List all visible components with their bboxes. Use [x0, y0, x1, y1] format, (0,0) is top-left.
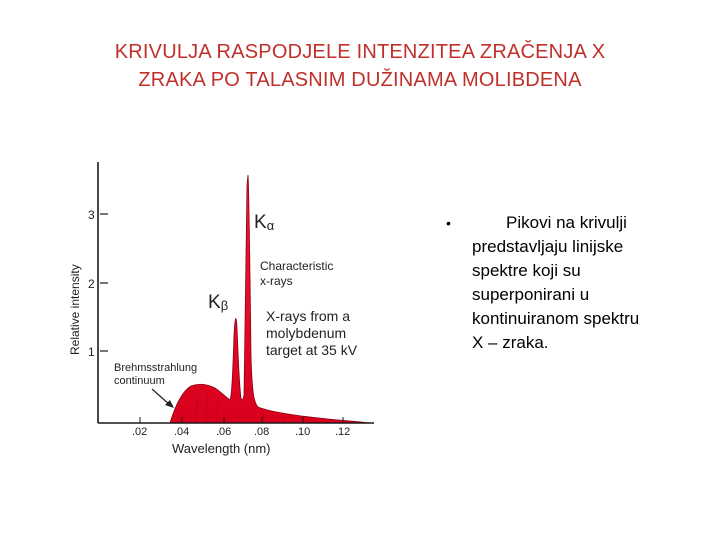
k-beta-label: Kβ: [208, 292, 229, 313]
brehm-arrow-icon: [152, 389, 174, 408]
bullet-line: superponirani u: [472, 285, 590, 304]
y-axis-label: Relative intensity: [68, 264, 82, 355]
slide-title-line-1: KRIVULJA RASPODJELE INTENZITEA ZRAČENJA X: [114, 41, 606, 63]
x-axis-label: Wavelength (nm): [172, 441, 271, 456]
y-tick-label: 1: [88, 345, 95, 359]
xrays-from-label-line-3: target at 35 kV: [266, 342, 358, 358]
spectrum-area: [170, 175, 370, 423]
bullet-line: spektre koji su: [472, 261, 581, 280]
brehm-label-line-1: Brehmsstrahlung: [114, 362, 198, 374]
brehm-label-line-2: continuum: [114, 375, 165, 387]
characteristic-label-line-1: Characteristic: [260, 259, 334, 273]
x-tick-label: .06: [216, 426, 232, 438]
spectrum-graphic: [58, 155, 403, 465]
x-tick-label: .02: [132, 426, 148, 438]
bullet-line: X – zraka.: [472, 333, 549, 352]
bullet-line: kontinuiranom spektru: [472, 309, 640, 328]
bullet-line: Pikovi na krivulji: [506, 213, 627, 232]
spectrum-figure: [58, 155, 403, 465]
x-tick-label: .04: [174, 426, 190, 438]
characteristic-label-line-2: x-rays: [260, 274, 293, 288]
x-tick-label: .12: [335, 426, 351, 438]
bullet-text: [472, 211, 686, 355]
y-tick-label: 3: [88, 208, 95, 222]
y-tick-label: 2: [88, 277, 95, 291]
k-alpha-label: Kα: [254, 212, 275, 233]
xrays-from-label-line-1: X-rays from a: [266, 308, 351, 324]
x-tick-label: .10: [295, 426, 311, 438]
slide-title: [40, 38, 680, 94]
bullet-line: predstavljaju linijske: [472, 237, 624, 256]
slide-title-line-2: ZRAKA PO TALASNIM DUŽINAMA MOLIBDENA: [138, 69, 582, 91]
xrays-from-label-line-2: molybdenum: [266, 325, 347, 341]
x-tick-label: .08: [254, 426, 270, 438]
bullet-icon: •: [446, 215, 451, 231]
